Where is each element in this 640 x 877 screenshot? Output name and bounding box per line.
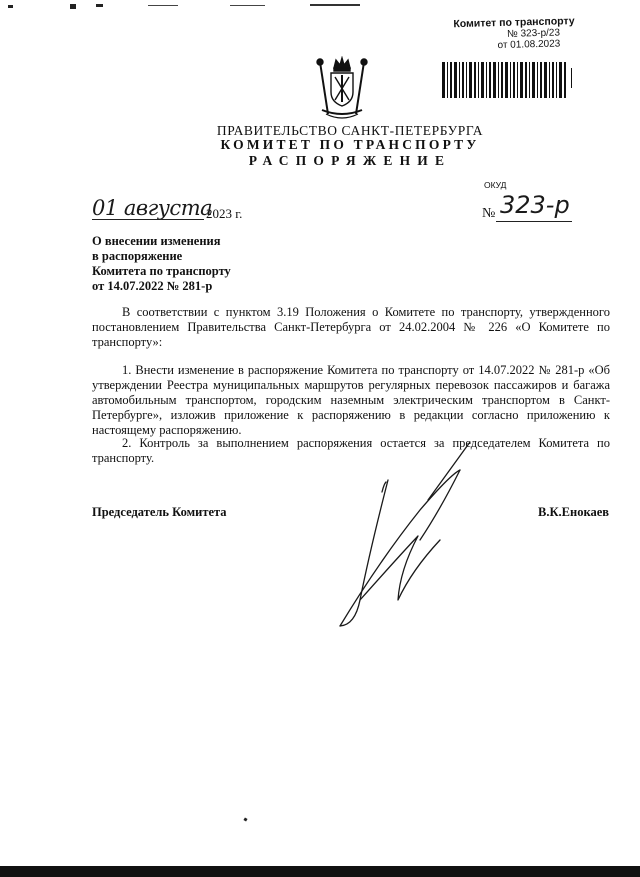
signatory-name: В.К.Енокаев bbox=[538, 505, 610, 519]
registration-stamp bbox=[425, 16, 576, 53]
stamp-committee: Комитет по транспорту bbox=[453, 15, 575, 31]
subject-line: О внесении изменения bbox=[92, 234, 221, 248]
handwritten-signature-icon bbox=[300, 440, 500, 630]
document-type: РАСПОРЯЖЕНИЕ bbox=[248, 153, 452, 168]
document-subject bbox=[92, 234, 231, 294]
subject-line: Комитета по транспорту bbox=[92, 264, 231, 278]
date-underline bbox=[92, 219, 204, 220]
intro-paragraph: В соответствии с пунктом 3.19 Положения о Комитете по транспорту, утвержденного постановлением Правительства Санкт-Петербурга от 24.02.2004 № 226 «О Комитете по транспорту»: bbox=[92, 305, 610, 349]
subject-line: от 14.07.2022 № 281-р bbox=[92, 279, 213, 293]
handwritten-number: 323-р bbox=[500, 191, 570, 219]
stamp-date: от 01.08.2023 bbox=[497, 38, 561, 52]
stamp-number: № 323-р/23 bbox=[506, 27, 561, 40]
handwritten-date: 01 августа bbox=[92, 196, 213, 220]
item-1-paragraph: 1. Внести изменение в распоряжение Комитета по транспорту от 14.07.2022 № 281-р «Об утверждении Реестра муниципальных маршрутов регулярных перевозок пассажиров и багажа автомобильным транспортом, городским наземным электрическим транспортом в Санкт-Петербурге», изложив приложение к распоряжению в редакции согласно приложению к настоящему распоряжению. bbox=[92, 363, 610, 437]
item-2-paragraph: 2. Контроль за выполнением распоряжения остается за председателем Комитета по транспорту. bbox=[92, 436, 610, 465]
committee-title: КОМИТЕТ ПО ТРАНСПОРТУ bbox=[220, 137, 480, 152]
date-year: 2023 г. bbox=[206, 206, 243, 221]
subject-line: в распоряжение bbox=[92, 249, 183, 263]
government-title: ПРАВИТЕЛЬСТВО САНКТ-ПЕТЕРБУРГА bbox=[216, 123, 484, 138]
number-underline bbox=[496, 221, 572, 222]
scan-edge-bottom bbox=[0, 866, 640, 877]
scan-edge-top bbox=[0, 0, 640, 10]
barcode-icon bbox=[442, 62, 574, 100]
okud-label: ОКУД bbox=[484, 180, 507, 190]
signatory-title: Председатель Комитета bbox=[92, 505, 227, 519]
number-sign: № bbox=[482, 206, 496, 221]
scan-speck bbox=[243, 817, 247, 821]
coat-of-arms-icon bbox=[314, 56, 370, 122]
